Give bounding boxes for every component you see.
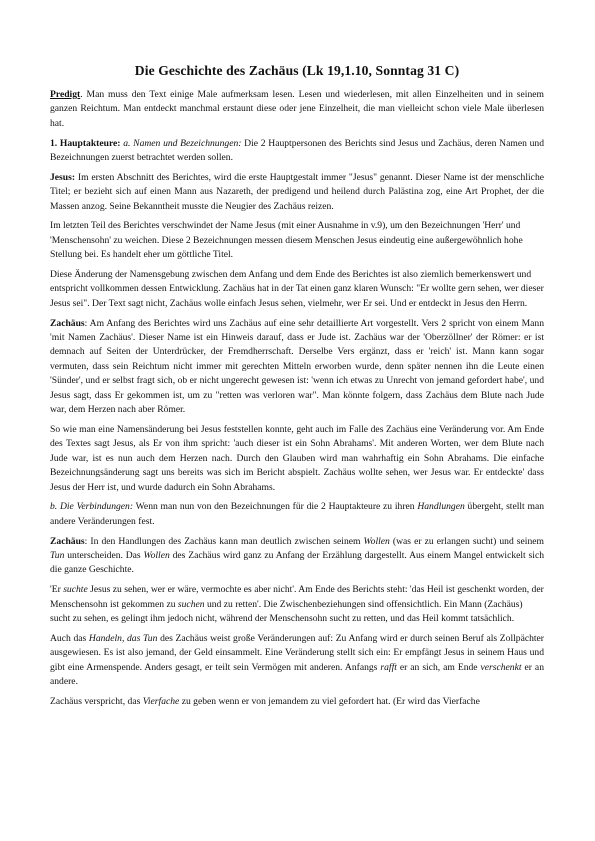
paragraph-handeln (50, 632, 544, 690)
paragraph-zachaeus (50, 317, 544, 418)
subsection-heading: a. Namen und Bezeichnungen: (123, 137, 242, 149)
document-title: Die Geschichte des Zachäus (Lk 19,1.10, Sonntag 31 C) (134, 63, 460, 78)
paragraph-text: Zachäus verspricht, das (50, 695, 143, 707)
paragraph-text: Wenn man nun von den Bezeichnungen für die 2 Hauptakteure zu ihren (133, 501, 418, 513)
paragraph-text: Jesus zu sehen, wer er wäre, vermochte es aber nicht'. Am Ende des Berichts steht: 'das Heil ist geschenkt worden, der Menschensohn ist gekommen zu (50, 584, 544, 610)
paragraph-text: zu geben wenn er von jemandem zu viel gefordert hat. (Er wird das Vierfache (179, 695, 480, 707)
paragraph-text: (was er zu erlangen sucht) und seinem (389, 535, 544, 547)
paragraph-text: Im ersten Abschnitt des Berichtes, wird die erste Hauptgestalt immer "Jesus" genannt. Dieser Name ist der menschliche Titel; er bezieht sich auf einen Mann aus Nazareth, der predigend und heilend durch Palästina zog, eine Art Prophet, der die Massen anzog. Seine Bekanntheit musste die Neugier des Zachäus reizen. (50, 171, 544, 212)
emphasis: Vierfache (142, 695, 180, 707)
paragraph-text: . Man muss den Text einige Male aufmerksam lesen. Lesen und wiederlesen, mit allen Einzelheiten und in seinem ganzen Reichtum. Man entdeckt manchmal erstaunt diese oder jene Einzelheit, die man vielleicht schon viele Male überlesen hat. (50, 89, 544, 129)
emphasis: suchte (63, 584, 88, 596)
emphasis: rafft (380, 661, 397, 673)
paragraph-text: des Zachäus weist große Veränderungen auf: Zu Anfang wird er durch seinen Beruf als Zollpächter ausgewiesen. Es ist also jemand, der Geld einsammelt. Eine Veränderung stellt sich ein: Er empfängt Jesus in seinem Haus und gibt eine Armenspende. Anders gesagt, er teilt sein Vermögen mit anderen. Anfangs (50, 632, 545, 673)
emphasis: Tun (50, 549, 65, 561)
emphasis: Wollen (363, 535, 390, 547)
paragraph-titles: Im letzten Teil des Berichtes verschwindet der Name Jesus (mit einer Ausnahme in v.9), um den Bezeichnungen 'Herr' und 'Menschensohn' zu weichen. Diese 2 Bezeichnungen messen diesem Menschen Jesus eindeutig eine außergewöhnlich hohe Stellung bei. Es handelt eher um göttliche Titel. (50, 220, 523, 261)
subsection-heading: b. Die Verbindungen: (50, 501, 134, 513)
paragraph-text: unterscheiden. Das (64, 549, 144, 561)
paragraph-label: Predigt (50, 89, 81, 100)
document-page (50, 62, 544, 715)
paragraph-label: Zachäus (50, 317, 85, 329)
paragraph-text: : Am Anfang des Berichtes wird uns Zachäus auf eine sehr detaillierte Art vorgestellt. Vers 2 spricht von einem Mann 'mit Namen Zachäus'. Dieser Name ist ein Hinweis darauf, dass er Jude ist. Zachäus war der 'Oberzöllner' der Römer: er ist demnach auf Seiten der Unterdrücker, der Fremdherrschaft. Derselbe Vers ergänzt, dass er 'reich' ist. Mann kann sogar vermuten, dass sein Reichtum nicht immer mit gerechten Mitteln erworben wurde, denn später nennen ihn die Leute einen 'Sünder', und er selbst fragt sich, ob er nicht ungerecht gewesen ist: 'wenn ich etwas zu Unrecht von jemand gefordert habe', und Jesus sagt, dass Er gekommen ist, um zu "retten was verloren war". Man könnte folgern, dass Zachäus dem Blute nach Jude war, dem Herzen nach aber Römer. (50, 317, 544, 416)
paragraph-text: er an sich, am Ende (396, 661, 481, 673)
paragraph-name-change: Diese Änderung der Namensgebung zwischen dem Anfang und dem Ende des Berichtes ist also ziemlich bemerkenswert und entspricht vollkommen dessen Entwicklung. Zachäus hat in der Tat einen ganz klaren Wunsch: "Er wollte gern sehen, wer dieser Jesus sei". Der Text sagt nicht, Zachäus wolle einfach Jesus sehen, vielmehr, wer Er sei. Und er entdeckt in Jesus den Herrn. (50, 269, 544, 309)
paragraph-text: er an andere. (50, 661, 544, 687)
paragraph-label: Jesus: (50, 171, 76, 183)
paragraph-text: des Zachäus wird ganz zu Anfang der Erzählung dargestellt. Aus einem Mangel entwickelt sich die ganze Geschichte. (50, 549, 544, 576)
paragraph-suchen (50, 583, 544, 626)
paragraph-vierfache (50, 695, 544, 709)
section-heading: 1. Hauptakteure: (50, 137, 121, 149)
paragraph-text: 'Er (50, 584, 64, 596)
emphasis: Wollen (143, 549, 170, 561)
paragraph-hauptakteure (50, 137, 544, 166)
paragraph-label: Zachäus (50, 535, 85, 547)
emphasis: suchen (177, 598, 205, 610)
paragraph-text: Auch das (50, 632, 89, 644)
paragraph-verbindungen (50, 500, 544, 529)
paragraph-text: übergeht, stellt man andere Veränderungen fest. (50, 501, 545, 527)
paragraph-text: Die 2 Hauptpersonen des Berichts sind Jesus und Zachäus, deren Namen und Bezeichnungen zuerst betrachtet werden sollen. (50, 137, 545, 164)
emphasis: Handlungen (417, 501, 465, 513)
paragraph-text: und zu retten'. Die Zwischenbeziehungen sind offensichtlich. Ein Mann (Zachäus) sucht zu sehen, es gelingt ihm jedoch nicht, während der Menschensohn sucht zu retten, und das Heil kommt tatsächlich. (50, 598, 523, 624)
paragraph-son-of-abraham: So wie man eine Namensänderung bei Jesus feststellen konnte, geht auch im Falle des Zachäus eine Veränderung vor. Am Ende des Textes sagt Jesus, als Er von ihm spricht: 'auch dieser ist ein Sohn Abrahams'. Mit anderen Worten, wer dem Blute nach Jude war, ist es nun auch dem Herzen nach. Durch den Glauben wird man wahrhaftig ein Sohn Abrahams. Die einfache Bezeichnungsänderung sagt uns bereits was sich im Bericht abspielt. Zachäus wollte sehen, wer Jesus war. Er entdeckte' dass Jesus der Herr ist, und wurde dadurch ein Sohn Abrahams. (50, 423, 544, 493)
paragraph-text: : In den Handlungen des Zachäus kann man deutlich zwischen seinem (84, 535, 364, 547)
paragraph-intro (50, 88, 544, 131)
paragraph-jesus (50, 171, 544, 214)
emphasis: Handeln, das Tun (88, 632, 158, 644)
paragraph-wollen-tun (50, 535, 544, 578)
emphasis: verschenkt (480, 661, 522, 673)
